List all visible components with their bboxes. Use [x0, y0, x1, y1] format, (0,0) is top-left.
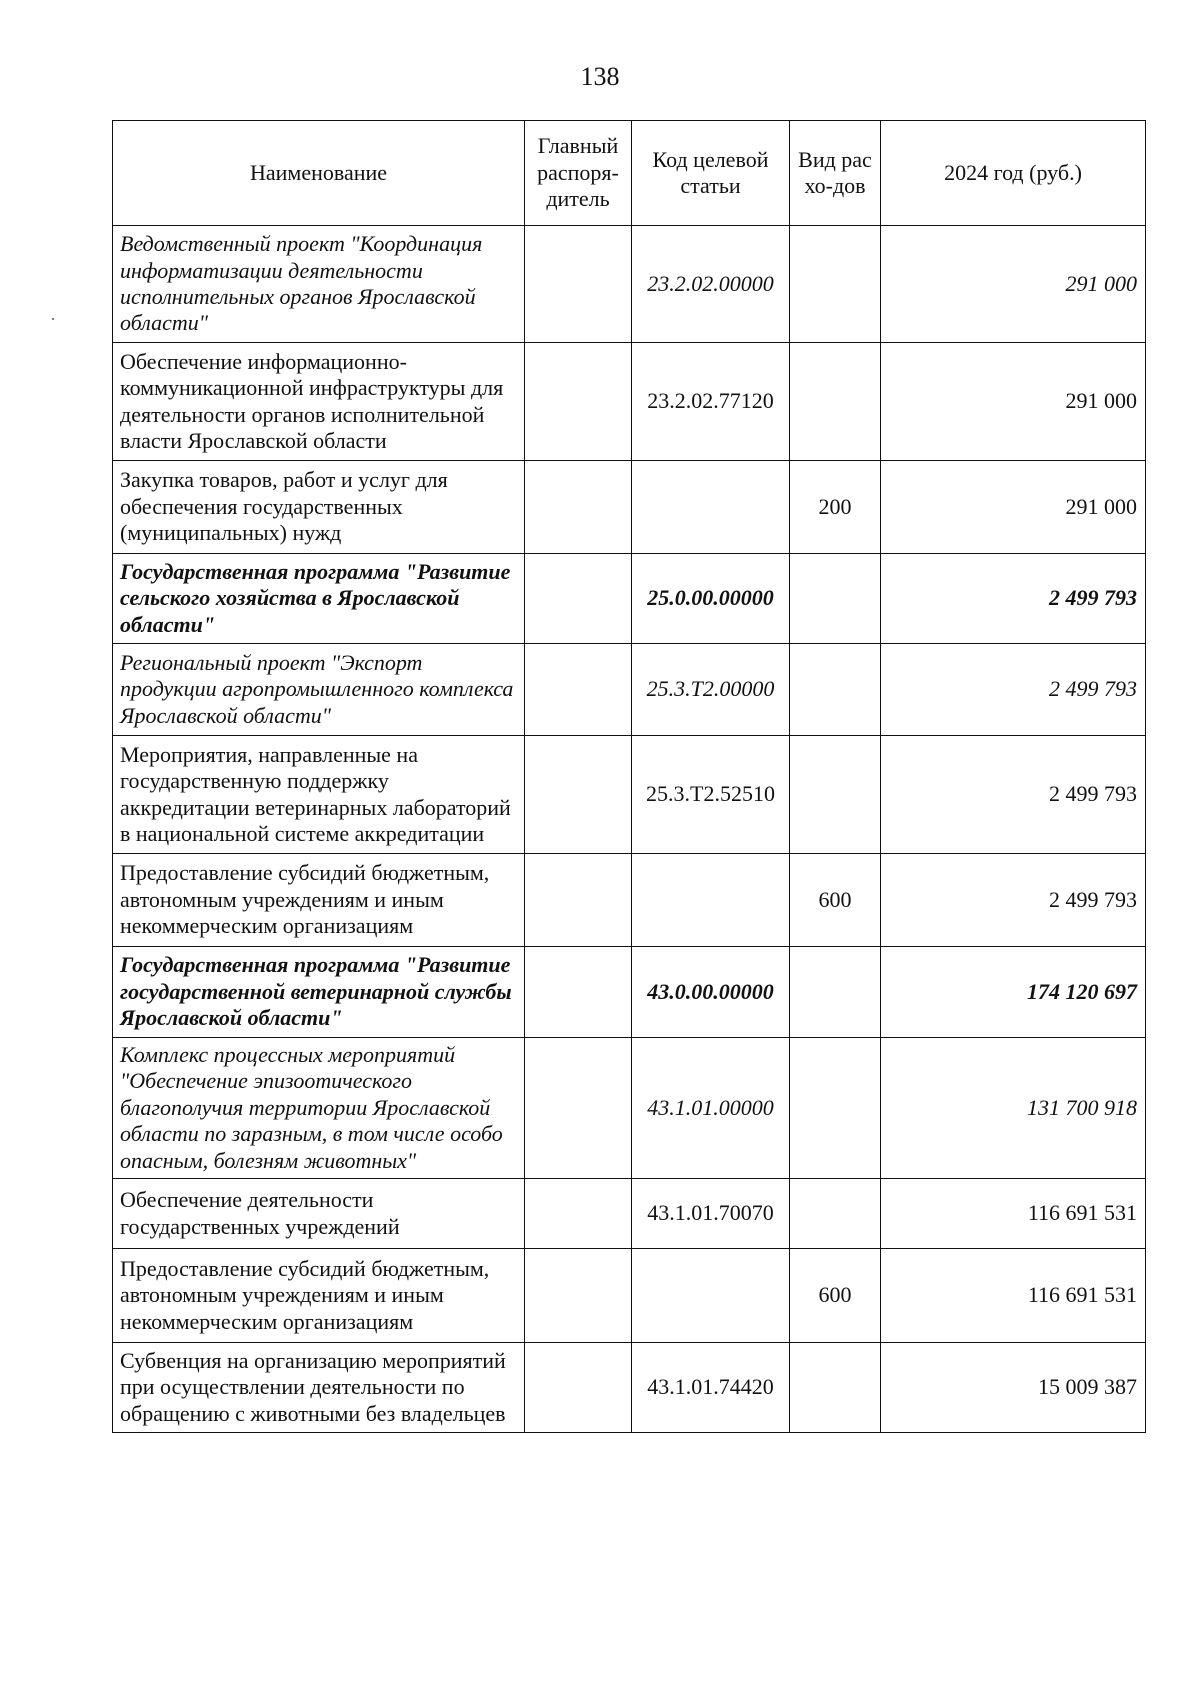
cell-name: Обеспечение информационно-коммуникационной инфраструктуры для деятельности органов исполнительной власти Ярославской области — [113, 343, 525, 461]
table-row — [113, 736, 1146, 854]
cell-kind: 600 — [790, 854, 881, 947]
cell-kind — [790, 226, 881, 343]
cell-name: Мероприятия, направленные на государственную поддержку аккредитации ветеринарных лабораторий в национальной системе аккредитации — [113, 736, 525, 854]
cell-code: 25.3.Т2.00000 — [632, 644, 790, 736]
cell-amount: 2 499 793 — [881, 554, 1146, 644]
cell-amount: 2 499 793 — [881, 736, 1146, 854]
cell-kind — [790, 1038, 881, 1179]
cell-amount: 15 009 387 — [881, 1343, 1146, 1433]
cell-amount: 291 000 — [881, 226, 1146, 343]
cell-name: Региональный проект "Экспорт продукции агропромышленного комплекса Ярославской области" — [113, 644, 525, 736]
table-row — [113, 1179, 1146, 1249]
cell-amount: 116 691 531 — [881, 1249, 1146, 1343]
table-row — [113, 1343, 1146, 1433]
cell-admin — [525, 736, 632, 854]
cell-code — [632, 461, 790, 554]
cell-name: Комплекс процессных мероприятий "Обеспечение эпизоотического благополучия территории Ярославской области по заразным, в том числе особо опасным, болезням животных" — [113, 1038, 525, 1179]
table-row — [113, 554, 1146, 644]
header-row — [113, 121, 1146, 226]
cell-admin — [525, 1038, 632, 1179]
cell-admin — [525, 554, 632, 644]
budget-table — [112, 120, 1146, 1433]
scan-speck — [52, 318, 54, 320]
cell-code: 43.1.01.74420 — [632, 1343, 790, 1433]
cell-kind — [790, 554, 881, 644]
cell-kind — [790, 644, 881, 736]
cell-code: 23.2.02.77120 — [632, 343, 790, 461]
cell-code: 43.0.00.00000 — [632, 947, 790, 1038]
cell-admin — [525, 461, 632, 554]
cell-amount: 291 000 — [881, 343, 1146, 461]
header-admin: Главный распоря-дитель — [525, 121, 632, 226]
cell-name: Государственная программа "Развитие государственной ветеринарной службы Ярославской области" — [113, 947, 525, 1038]
cell-amount: 174 120 697 — [881, 947, 1146, 1038]
cell-name: Обеспечение деятельности государственных учреждений — [113, 1179, 525, 1249]
cell-amount: 116 691 531 — [881, 1179, 1146, 1249]
table-row — [113, 1249, 1146, 1343]
cell-amount: 131 700 918 — [881, 1038, 1146, 1179]
cell-code: 25.0.00.00000 — [632, 554, 790, 644]
page-number: 138 — [580, 62, 620, 91]
table-row — [113, 1038, 1146, 1179]
cell-admin — [525, 854, 632, 947]
cell-admin — [525, 947, 632, 1038]
cell-kind: 200 — [790, 461, 881, 554]
cell-admin — [525, 226, 632, 343]
header-kind: Вид расхо-дов — [790, 121, 881, 226]
cell-amount: 2 499 793 — [881, 644, 1146, 736]
cell-name: Предоставление субсидий бюджетным, автономным учреждениям и иным некоммерческим организациям — [113, 854, 525, 947]
table-row — [113, 226, 1146, 343]
table-row — [113, 947, 1146, 1038]
cell-admin — [525, 343, 632, 461]
cell-name: Закупка товаров, работ и услуг для обеспечения государственных (муниципальных) нужд — [113, 461, 525, 554]
cell-name: Ведомственный проект "Координация информатизации деятельности исполнительных органов Ярославской области" — [113, 226, 525, 343]
cell-code: 43.1.01.00000 — [632, 1038, 790, 1179]
cell-name: Субвенция на организацию мероприятий при осуществлении деятельности по обращению с животными без владельцев — [113, 1343, 525, 1433]
cell-admin — [525, 1249, 632, 1343]
cell-name: Предоставление субсидий бюджетным, автономным учреждениям и иным некоммерческим организациям — [113, 1249, 525, 1343]
cell-kind — [790, 947, 881, 1038]
table-row — [113, 644, 1146, 736]
table-row — [113, 343, 1146, 461]
cell-admin — [525, 1179, 632, 1249]
cell-kind — [790, 1343, 881, 1433]
cell-kind — [790, 736, 881, 854]
table-body — [113, 226, 1146, 1433]
cell-code: 23.2.02.00000 — [632, 226, 790, 343]
table-row — [113, 461, 1146, 554]
cell-name: Государственная программа "Развитие сельского хозяйства в Ярославской области" — [113, 554, 525, 644]
cell-kind — [790, 1179, 881, 1249]
header-name: Наименование — [113, 121, 525, 226]
cell-amount: 291 000 — [881, 461, 1146, 554]
cell-code: 25.3.Т2.52510 — [632, 736, 790, 854]
cell-code — [632, 1249, 790, 1343]
cell-admin — [525, 644, 632, 736]
header-amount: 2024 год (руб.) — [881, 121, 1146, 226]
cell-code — [632, 854, 790, 947]
table-row — [113, 854, 1146, 947]
cell-amount: 2 499 793 — [881, 854, 1146, 947]
header-code: Код целевой статьи — [632, 121, 790, 226]
cell-kind — [790, 343, 881, 461]
cell-admin — [525, 1343, 632, 1433]
cell-kind: 600 — [790, 1249, 881, 1343]
cell-code: 43.1.01.70070 — [632, 1179, 790, 1249]
